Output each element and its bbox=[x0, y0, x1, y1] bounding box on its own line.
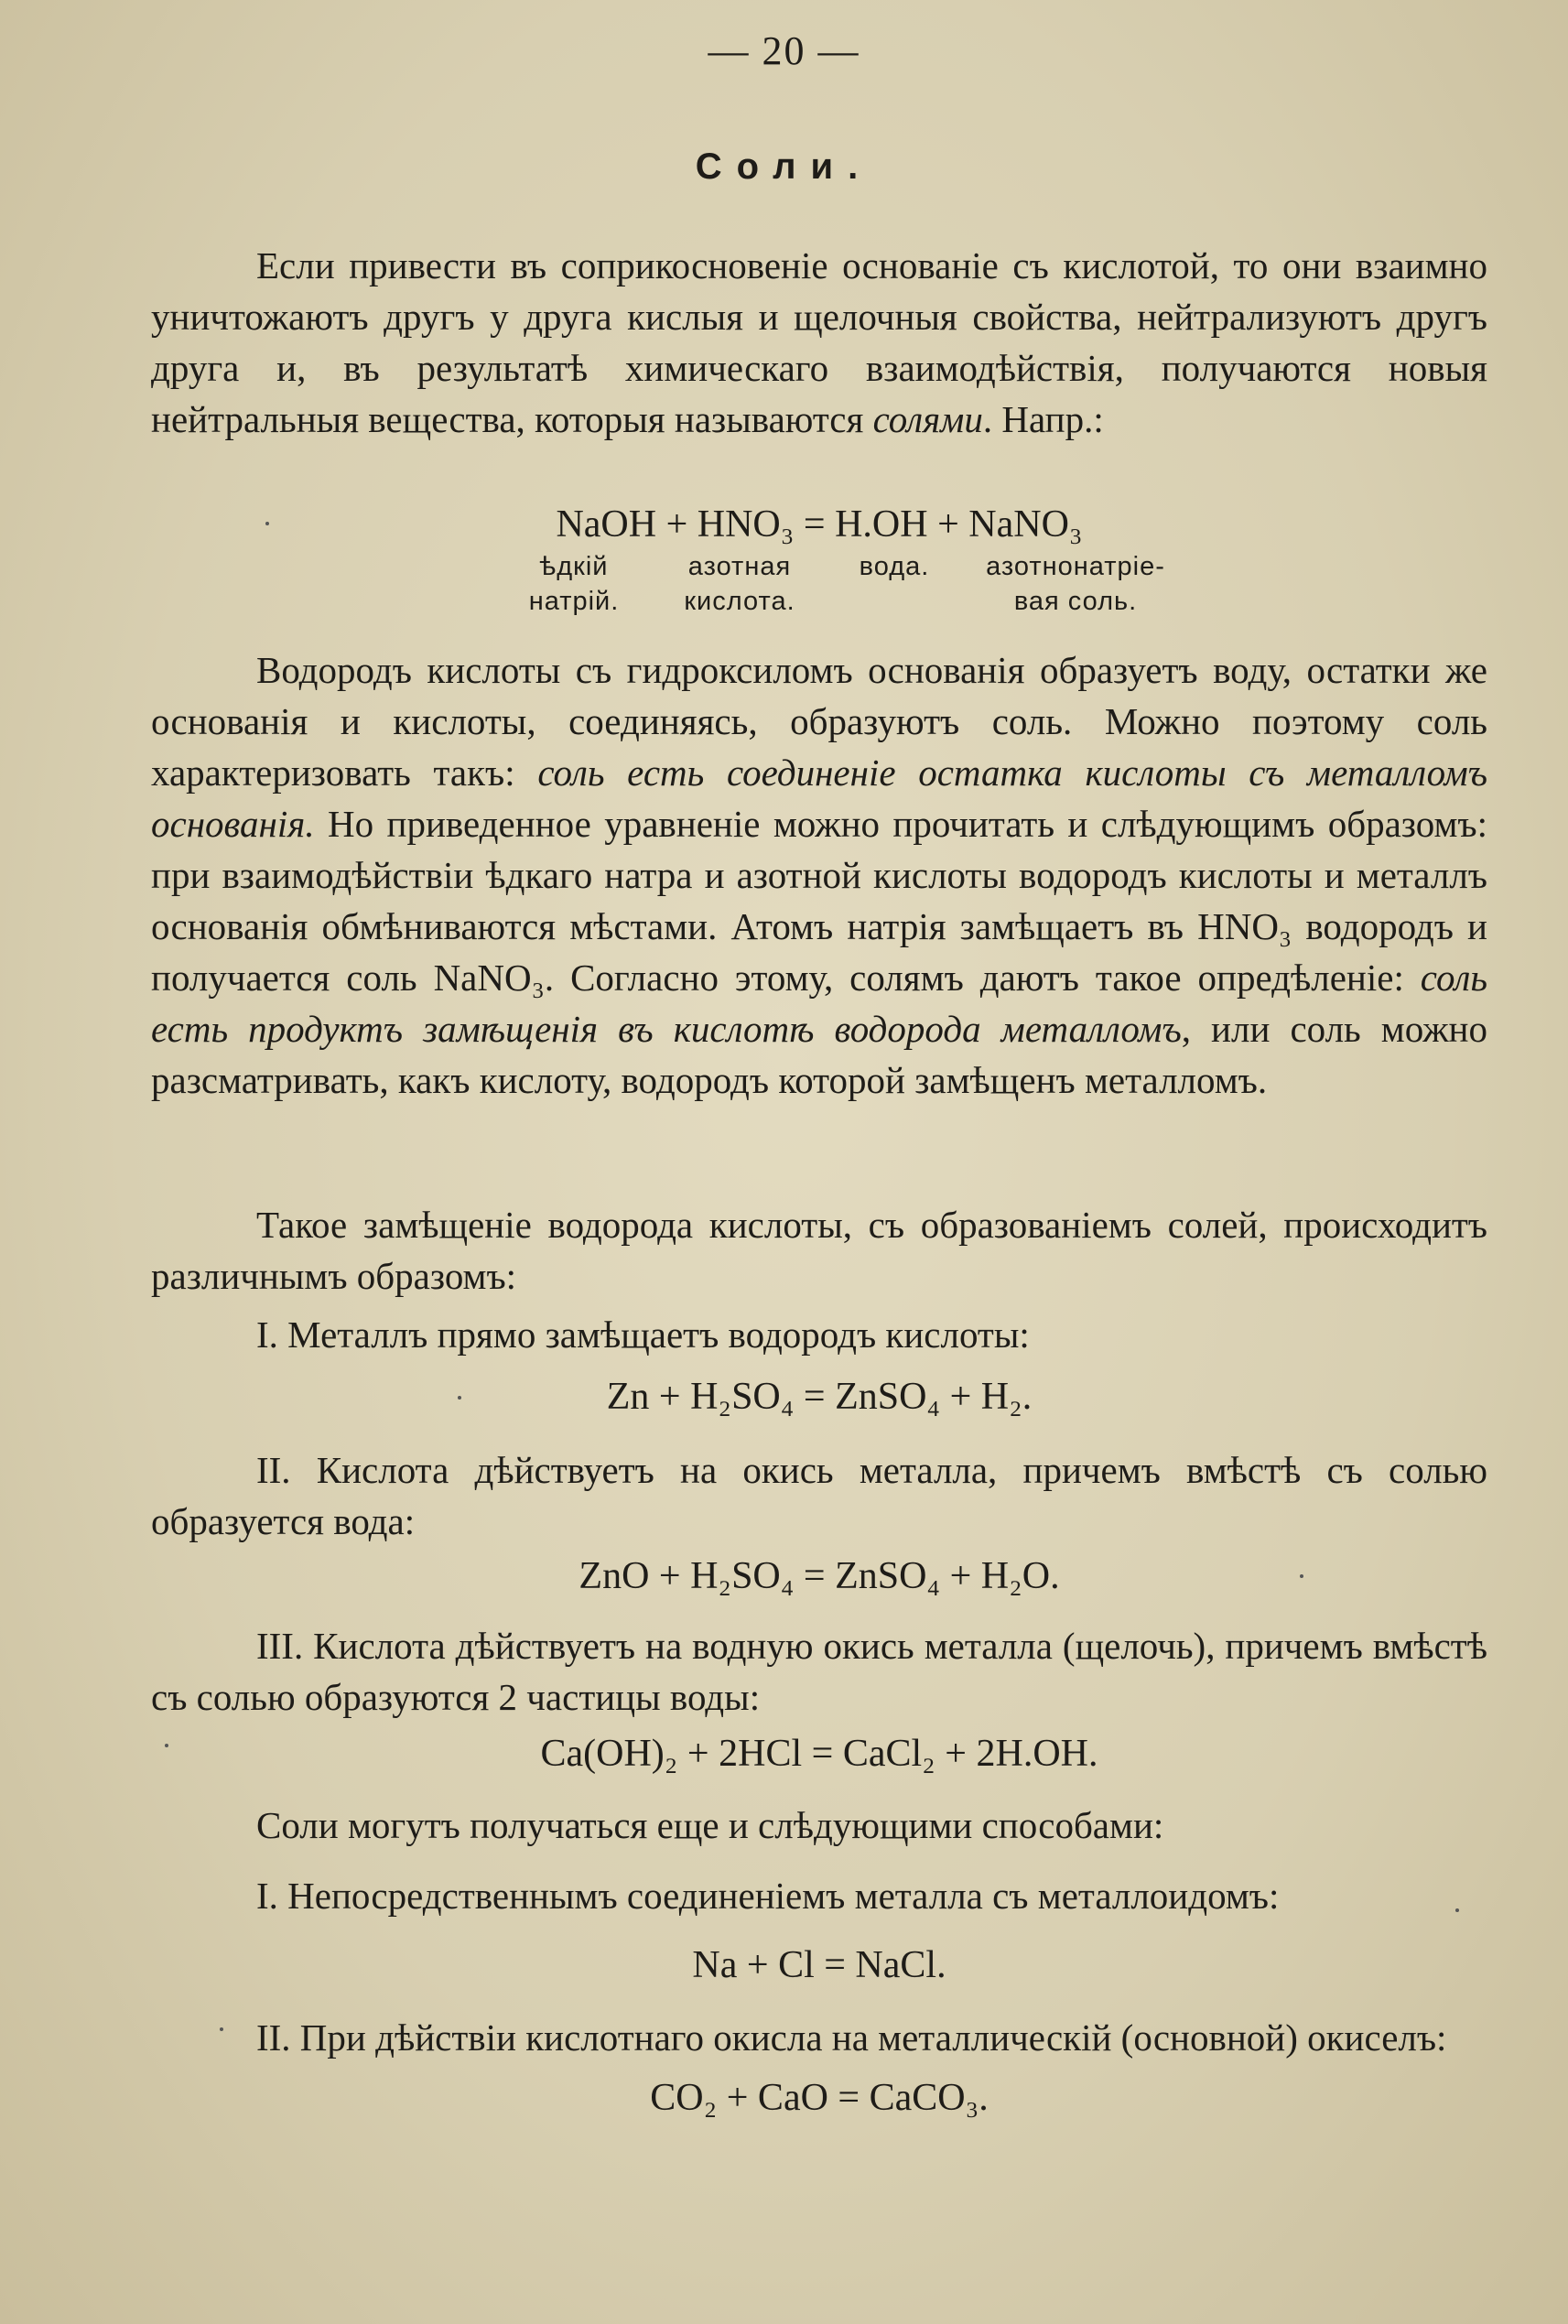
gloss-label-2 bbox=[657, 549, 822, 619]
definition-1: соль есть соединеніе остатка кислоты съ металломъ основанія. bbox=[151, 751, 1487, 845]
paragraph-2 bbox=[151, 644, 1487, 1106]
gloss-label-4 bbox=[966, 549, 1185, 619]
case-3-equation: Ca(OH)₂ + 2HCl = CaCl₂ + 2H.OH. bbox=[540, 1733, 1098, 1775]
section-title: Соли. bbox=[695, 146, 873, 187]
intro-text-1: Если привести въ соприкосновеніе основаніе съ кислотой, то они взаимно уничтожаютъ другъ у друга кислыя и щелочныя свойства, нейтрализуютъ другъ друга и, въ результатѣ химическаго взаимодѣйствія, получаются новыя нейтральныя вещества, которыя называются bbox=[151, 244, 1487, 440]
method-1 bbox=[151, 1870, 1487, 1991]
paper-speck bbox=[265, 522, 269, 525]
case-2-equation: ZnO + H₂SO₄ = ZnSO₄ + H₂O. bbox=[579, 1555, 1060, 1597]
paragraph-3-text: Такое замѣщеніе водорода кислоты, съ образованіемъ солей, происходитъ различнымъ образомъ: bbox=[151, 1204, 1487, 1297]
paper-speck bbox=[1300, 1574, 1303, 1578]
gloss-label-4-line1: азотнонатріе- bbox=[986, 552, 1165, 581]
gloss-label-4-line2: вая соль. bbox=[1013, 587, 1138, 616]
paper-speck bbox=[1455, 1908, 1459, 1912]
paper-speck bbox=[220, 2027, 223, 2031]
case-2-text: II. Кислота дѣйствуетъ на окись металла, причемъ вмѣстѣ съ солью образуется вода: bbox=[151, 1449, 1487, 1542]
paragraph-2-text-1: Водородъ кислоты съ гидроксиломъ основанія образуетъ воду, остатки же основанія и кислоты, соединяясь, образуютъ соль. Можно поэтому соль характеризовать такъ: bbox=[151, 649, 1487, 794]
gloss-label-1 bbox=[505, 549, 643, 619]
gloss-label-3 bbox=[835, 549, 954, 584]
equation-1: NaOH + HNO₃ = H.OH + NaNO₃ bbox=[556, 503, 1083, 546]
equation-1-block bbox=[151, 499, 1487, 550]
paper-speck bbox=[458, 1396, 461, 1400]
case-3-text: III. Кислота дѣйствуетъ на водную окись металла (щелочь), причемъ вмѣстѣ съ солью образуются 2 частицы воды: bbox=[151, 1625, 1487, 1718]
method-2-text: II. При дѣйствіи кислотнаго окисла на металлическій (основной) окиселъ: bbox=[256, 2016, 1447, 2059]
gloss-label-1-line2: натрій. bbox=[528, 587, 620, 616]
case-3 bbox=[151, 1620, 1487, 1779]
gloss-label-1-line1: ѣдкій bbox=[539, 552, 609, 581]
definition-2: соль есть продуктъ замѣщенія въ кислотѣ водорода металломъ bbox=[151, 957, 1487, 1050]
case-1-text: I. Металлъ прямо замѣщаетъ водородъ кислоты: bbox=[256, 1313, 1030, 1356]
method-1-text: I. Непосредственнымъ соединеніемъ металла съ металлоидомъ: bbox=[256, 1875, 1280, 1917]
intro-text-2: . Напр.: bbox=[982, 398, 1104, 440]
case-2 bbox=[151, 1444, 1487, 1602]
gloss-label-2-line1: азотная bbox=[687, 552, 792, 581]
method-1-equation: Na + Cl = NaCl. bbox=[692, 1944, 946, 1986]
method-2-equation: CO₂ + CaO = CaCO₃. bbox=[650, 2077, 989, 2119]
page-number: — 20 — bbox=[708, 28, 860, 73]
paragraph-2-text-2: Но приведенное уравненіе можно прочитать и слѣдующимъ образомъ: при взаимодѣйствіи ѣдкаго натра и азотной кислоты водородъ кислоты и металлъ основанія обмѣниваются мѣстами. Атомъ натрія замѣщаетъ въ HNO₃ водородъ и получается соль NaNO₃. Согласно этому, солямъ даютъ такое опредѣленіе: bbox=[151, 803, 1487, 999]
paragraph-4-text: Соли могутъ получаться еще и слѣдующими способами: bbox=[256, 1804, 1164, 1846]
paper-speck bbox=[165, 1744, 168, 1747]
method-2 bbox=[151, 2012, 1487, 2124]
paragraph-2-text-3: , или соль можно разсматривать, какъ кислоту, водородъ которой замѣщенъ металломъ. bbox=[151, 1008, 1487, 1101]
case-1 bbox=[151, 1309, 1487, 1422]
intro-term: солями bbox=[872, 398, 983, 440]
paragraph-3 bbox=[151, 1199, 1487, 1302]
gloss-label-2-line2: кислота. bbox=[684, 587, 795, 616]
intro-paragraph bbox=[151, 240, 1487, 445]
case-1-equation: Zn + H₂SO₄ = ZnSO₄ + H₂. bbox=[606, 1376, 1033, 1418]
paragraph-4 bbox=[151, 1800, 1487, 1851]
gloss-label-3-line1: вода. bbox=[859, 552, 930, 581]
